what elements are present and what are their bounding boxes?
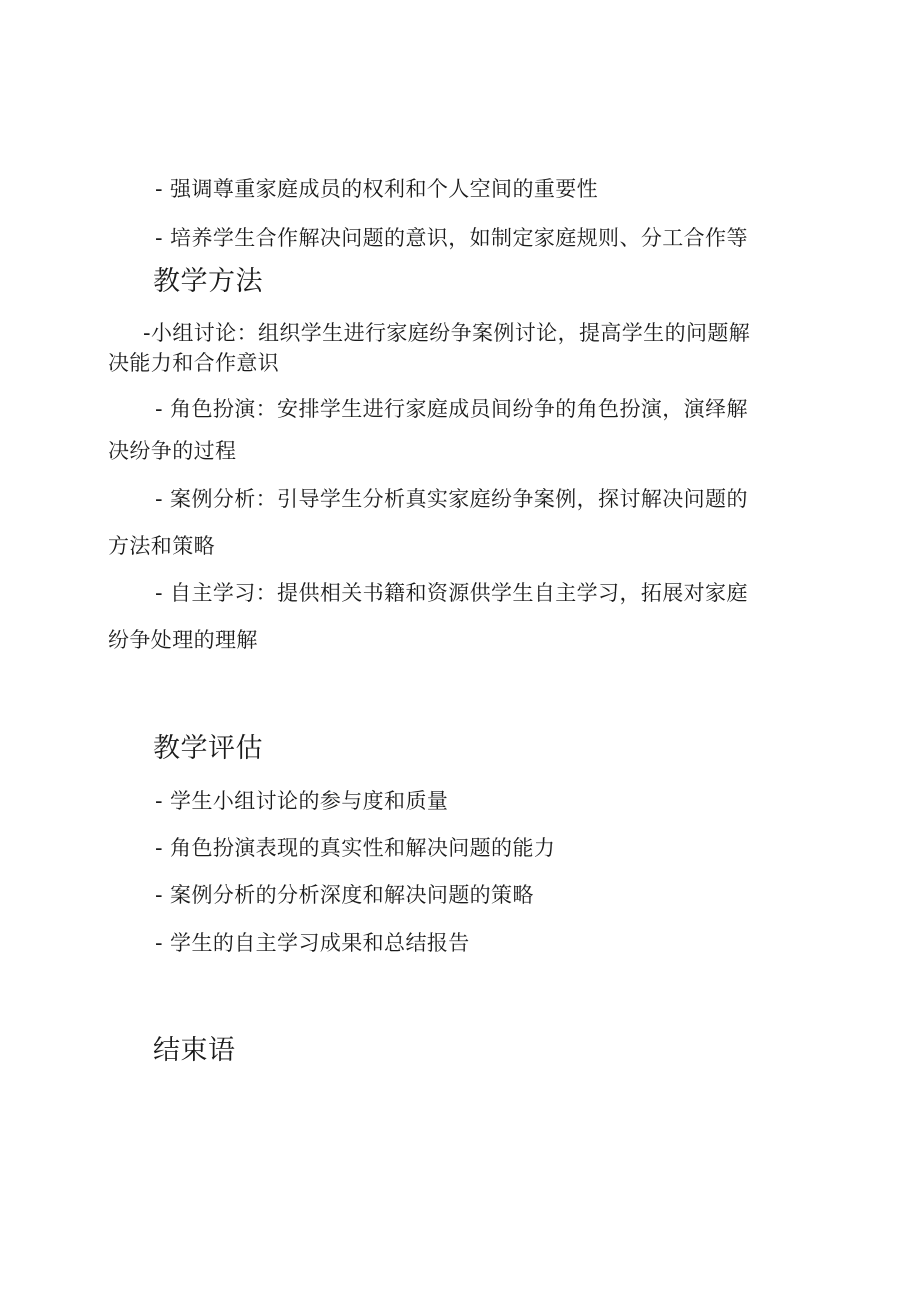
evaluation-item: - 案例分析的分析深度和解决问题的策略 [155,883,534,907]
method-item-line: 纷争处理的理解 [108,628,258,652]
method-item-line: - 案例分析：引导学生分析真实家庭纷争案例，探讨解决问题的 [155,487,748,511]
evaluation-item: - 角色扮演表现的真实性和解决问题的能力 [155,836,556,860]
method-item-line: 决纷争的过程 [108,439,237,463]
method-item-line: 方法和策略 [108,534,215,558]
methods-heading: 教学方法 [153,266,263,297]
evaluation-heading: 教学评估 [153,733,263,764]
closing-heading: 结束语 [153,1035,236,1066]
method-item-line: - 自主学习：提供相关书籍和资源供学生自主学习，拓展对家庭 [155,581,748,605]
evaluation-item: - 学生的自主学习成果和总结报告 [155,931,470,955]
method-item-line: - 角色扮演：安排学生进行家庭成员间纷争的角色扮演，演绎解 [155,397,748,421]
intro-bullet: - 强调尊重家庭成员的权利和个人空间的重要性 [155,177,599,201]
intro-bullet: - 培养学生合作解决问题的意识，如制定家庭规则、分工合作等 [155,226,748,250]
method-item-line: -小组讨论：组织学生进行家庭纷争案例讨论，提高学生的问题解 [143,321,751,345]
evaluation-item: - 学生小组讨论的参与度和质量 [155,789,449,813]
method-item-line: 决能力和合作意识 [108,351,280,375]
